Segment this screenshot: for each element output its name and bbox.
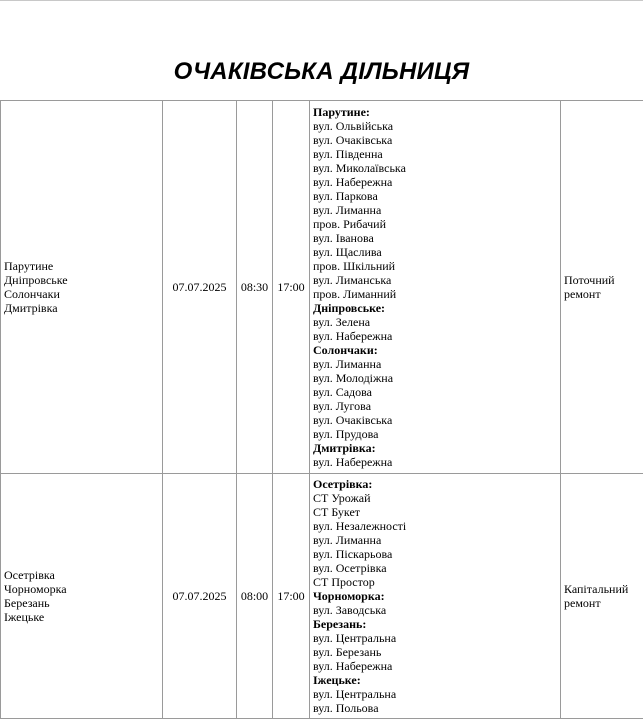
settlement-name: Іжецьке (4, 610, 45, 624)
date-cell: 07.07.2025 (163, 474, 237, 719)
top-divider (0, 0, 643, 1)
settlement-name: Березань (4, 596, 50, 610)
street-item: вул. Миколаївська (313, 161, 406, 175)
street-item: вул. Очаківська (313, 413, 393, 427)
street-item: вул. Південна (313, 147, 383, 161)
settlement-name: Чорноморка (4, 582, 67, 596)
street-item: вул. Центральна (313, 687, 397, 701)
work-type-text: ремонт (564, 596, 601, 610)
street-item: вул. Лугова (313, 399, 372, 413)
street-item: СТ Букет (313, 505, 361, 519)
street-item: пров. Лиманний (313, 287, 397, 301)
street-item: пров. Шкільний (313, 259, 396, 273)
street-item: вул. Паркова (313, 189, 378, 203)
street-item: вул. Піскарьова (313, 547, 393, 561)
street-item: вул. Лиманська (313, 273, 392, 287)
street-item: вул. Набережна (313, 659, 393, 673)
street-item: вул. Прудова (313, 427, 379, 441)
work-type-text: Капітальний (564, 582, 629, 596)
settlement-name: Осетрівка (4, 568, 55, 582)
street-item: вул. Щаслива (313, 245, 382, 259)
settlement-name: Солончаки (4, 287, 60, 301)
settlements-cell (1, 101, 163, 474)
street-item: вул. Садова (313, 385, 372, 399)
street-item: вул. Зелена (313, 315, 371, 329)
streets-cell (310, 474, 561, 719)
street-item: вул. Набережна (313, 175, 393, 189)
street-item: вул. Набережна (313, 455, 393, 469)
date-cell: 07.07.2025 (163, 101, 237, 474)
street-item: вул. Польова (313, 701, 379, 715)
time-to-cell: 17:00 (273, 101, 310, 474)
table-row (1, 101, 643, 474)
work-type-text: Поточний (564, 273, 615, 287)
street-item: вул. Ольвійська (313, 119, 394, 133)
settlement-name: Дніпровське (4, 273, 68, 287)
work-type-text: ремонт (564, 287, 601, 301)
outage-schedule-table (0, 100, 643, 719)
settlement-name: Дмитрівка (4, 301, 58, 315)
street-item: вул. Набережна (313, 329, 393, 343)
settlement-heading: Солончаки: (313, 343, 378, 357)
settlement-heading: Іжецьке: (313, 673, 361, 687)
street-item: вул. Очаківська (313, 133, 393, 147)
time-from-cell: 08:00 (237, 474, 273, 719)
settlement-heading: Осетрівка: (313, 477, 373, 491)
street-item: пров. Рибачий (313, 217, 387, 231)
time-from-cell: 08:30 (237, 101, 273, 474)
settlement-heading: Дніпровське: (313, 301, 386, 315)
street-item: вул. Березань (313, 645, 382, 659)
settlement-heading: Дмитрівка: (313, 441, 376, 455)
work-type-cell (561, 474, 643, 719)
street-item: вул. Лиманна (313, 203, 382, 217)
settlement-heading: Парутине: (313, 105, 370, 119)
time-to-cell: 17:00 (273, 474, 310, 719)
street-item: вул. Молодіжна (313, 371, 394, 385)
street-item: вул. Заводська (313, 603, 387, 617)
table-row (1, 474, 643, 719)
street-item: СТ Простор (313, 575, 375, 589)
street-item: вул. Лиманна (313, 533, 382, 547)
street-item: СТ Урожай (313, 491, 371, 505)
streets-cell (310, 101, 561, 474)
street-item: вул. Центральна (313, 631, 397, 645)
settlement-name: Парутине (4, 259, 54, 273)
street-item: вул. Іванова (313, 231, 374, 245)
settlement-heading: Березань: (313, 617, 367, 631)
street-item: вул. Незалежності (313, 519, 407, 533)
street-item: вул. Лиманна (313, 357, 382, 371)
street-item: вул. Осетрівка (313, 561, 387, 575)
page-title: ОЧАКІВСЬКА ДІЛЬНИЦЯ (173, 58, 470, 85)
work-type-cell (561, 101, 643, 474)
settlement-heading: Чорноморка: (313, 589, 385, 603)
settlements-cell (1, 474, 163, 719)
